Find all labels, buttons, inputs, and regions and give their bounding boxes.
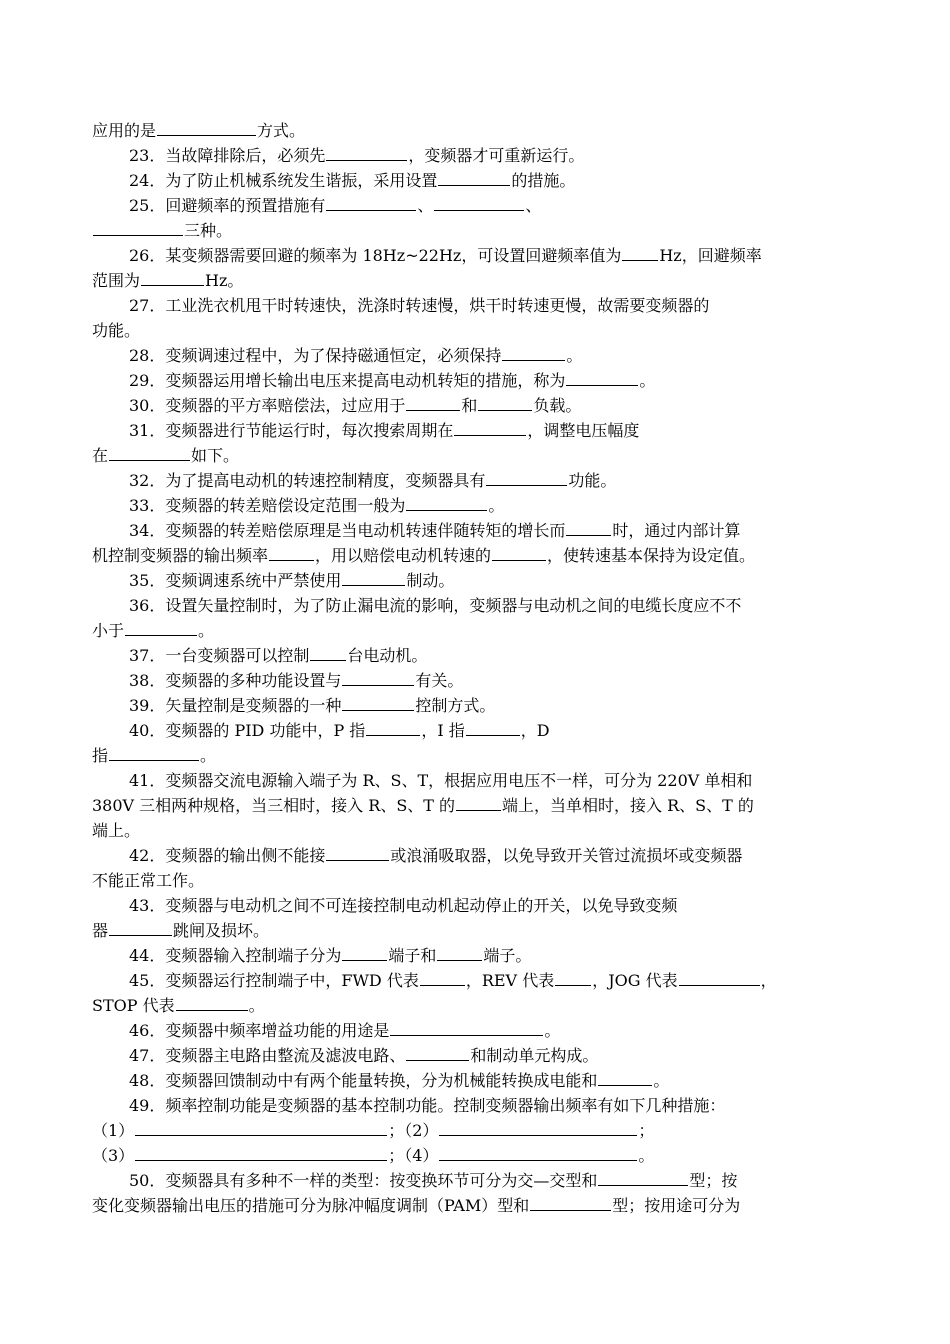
answer-blank [135, 1120, 387, 1136]
answer-blank [566, 370, 638, 386]
question-43: 43．变频器与电动机之间不可连接控制电动机起动停止的开关，以免导致变频 [129, 896, 678, 915]
question-30: 30．变频器的平方率赔偿法，过应用于 和 负载。 [129, 396, 582, 415]
question-31: 31．变频器进行节能运行时，每次搜索周期在 ，调整电压幅度 [129, 421, 640, 440]
text-line: 范围为 Hz。 [92, 271, 244, 290]
question-42: 42．变频器的输出侧不能接 或浪涌吸取器，以免导致开关管过流损坏或变频器 [129, 846, 743, 865]
answer-blank [679, 970, 760, 986]
answer-blank [109, 920, 172, 936]
answer-blank [342, 670, 414, 686]
question-25: 25．回避频率的预置措施有 、 、 [129, 196, 542, 215]
question-38: 38．变频器的多种功能设置与 有关。 [129, 671, 464, 690]
answer-blank [342, 945, 387, 961]
question-35: 35．变频调速系统中严禁使用 制动。 [129, 571, 455, 590]
text-line: （1） ；（2） ； [92, 1121, 655, 1140]
answer-blank [310, 645, 346, 661]
answer-blank [326, 145, 407, 161]
answer-blank [109, 445, 190, 461]
text-line: 小于 。 [92, 621, 215, 640]
answer-blank [456, 795, 501, 811]
text-line: 变化变频器输出电压的措施可分为脉冲幅度调制（PAM）型和 型；按用途可分为 [92, 1196, 741, 1215]
answer-blank [437, 945, 482, 961]
answer-blank [342, 570, 405, 586]
text-line: 机控制变频器的输出频率 ，用以赔偿电动机转速的 ，使转速基本保持为设定值。 [92, 546, 756, 565]
answer-blank [125, 620, 197, 636]
answer-blank [109, 745, 199, 761]
answer-blank [135, 1145, 387, 1161]
answer-blank [406, 495, 487, 511]
text-line: 功能。 [92, 321, 141, 340]
question-44: 44．变频器输入控制端子分为 端子和 端子。 [129, 946, 532, 965]
question-24: 24．为了防止机械系统发生谐振，采用设置 的措施。 [129, 171, 576, 190]
answer-blank [326, 195, 416, 211]
text-line: 不能正常工作。 [92, 871, 205, 890]
answer-blank [420, 970, 465, 986]
question-28: 28．变频调速过程中，为了保持磁通恒定，必须保持 。 [129, 346, 583, 365]
text-line: 在 如下。 [92, 446, 240, 465]
question-45: 45．变频器运行控制端子中，FWD 代表 ，REV 代表 ，JOG 代表 ， [129, 971, 777, 990]
answer-blank [434, 195, 524, 211]
question-27: 27．工业洗衣机甩干时转速快，洗涤时转速慢，烘干时转速更慢，故需要变频器的 [129, 296, 710, 315]
answer-blank [326, 845, 389, 861]
answer-blank [390, 1020, 543, 1036]
text-line: （3） ；（4） 。 [92, 1146, 655, 1165]
question-46: 46．变频器中频率增益功能的用途是 。 [129, 1021, 561, 1040]
answer-blank [566, 520, 611, 536]
answer-blank [439, 1120, 637, 1136]
question-34: 34．变频器的转差赔偿原理是当电动机转速伴随转矩的增长而 时，通过内部计算 [129, 521, 741, 540]
question-48: 48．变频器回馈制动中有两个能量转换，分为机械能转换成电能和 。 [129, 1071, 670, 1090]
text-line: 器 跳闸及损坏。 [92, 921, 270, 940]
answer-blank [466, 720, 520, 736]
answer-blank [454, 420, 526, 436]
question-23: 23．当故障排除后，必须先 ，变频器才可重新运行。 [129, 146, 585, 165]
text-line: STOP 代表 。 [92, 996, 265, 1015]
answer-blank [486, 470, 567, 486]
question-29: 29．变频器运用增长输出电压来提高电动机转矩的措施，称为 。 [129, 371, 656, 390]
question-40: 40．变频器的 PID 功能中，P 指 ，I 指 ，D [129, 721, 550, 740]
answer-blank [406, 1045, 469, 1061]
text-line: 端上。 [92, 821, 141, 840]
answer-blank [176, 995, 248, 1011]
answer-blank [366, 720, 420, 736]
question-50: 50．变频器具有多种不一样的类型：按变换环节可分为交—交型和 型；按 [129, 1171, 738, 1190]
question-36: 36．设置矢量控制时，为了防止漏电流的影响，变频器与电动机之间的电缆长度应不不 [129, 596, 742, 615]
answer-blank [555, 970, 591, 986]
question-49: 49．频率控制功能是变频器的基本控制功能。控制变频器输出频率有如下几种措施： [129, 1096, 726, 1115]
question-33: 33．变频器的转差赔偿设定范围一般为 。 [129, 496, 505, 515]
answer-blank [478, 395, 532, 411]
question-32: 32．为了提高电动机的转速控制精度，变频器具有 功能。 [129, 471, 617, 490]
answer-blank [438, 170, 510, 186]
answer-blank [598, 1070, 652, 1086]
question-41: 41．变频器交流电源输入端子为 R、S、T，根据应用电压不一样，可分为 220V 单相和 [129, 771, 753, 790]
answer-blank [342, 695, 414, 711]
answer-blank [492, 545, 546, 561]
text-line: 三种。 [92, 218, 232, 243]
answer-blank [93, 220, 183, 236]
answer-blank [406, 395, 460, 411]
answer-blank [269, 545, 314, 561]
text-line: 应用的是 方式。 [92, 121, 306, 140]
answer-blank [598, 1170, 688, 1186]
answer-blank [157, 120, 256, 136]
question-26: 26．某变频器需要回避的频率为 18Hz~22Hz，可设置回避频率值为 Hz，回避频率 [129, 246, 762, 265]
text-line: 380V 三相两种规格，当三相时，接入 R、S、T 的 端上，当单相时，接入 R、S、T 的 [92, 796, 754, 815]
answer-blank [530, 1195, 611, 1211]
question-47: 47．变频器主电路由整流及滤波电路、 和制动单元构成。 [129, 1046, 599, 1065]
question-39: 39．矢量控制是变频器的一种 控制方式。 [129, 696, 496, 715]
answer-blank [141, 270, 204, 286]
question-37: 37．一台变频器可以控制 台电动机。 [129, 646, 428, 665]
answer-blank [622, 245, 658, 261]
answer-blank [502, 345, 565, 361]
text-line: 指 。 [92, 746, 217, 765]
answer-blank [439, 1145, 637, 1161]
